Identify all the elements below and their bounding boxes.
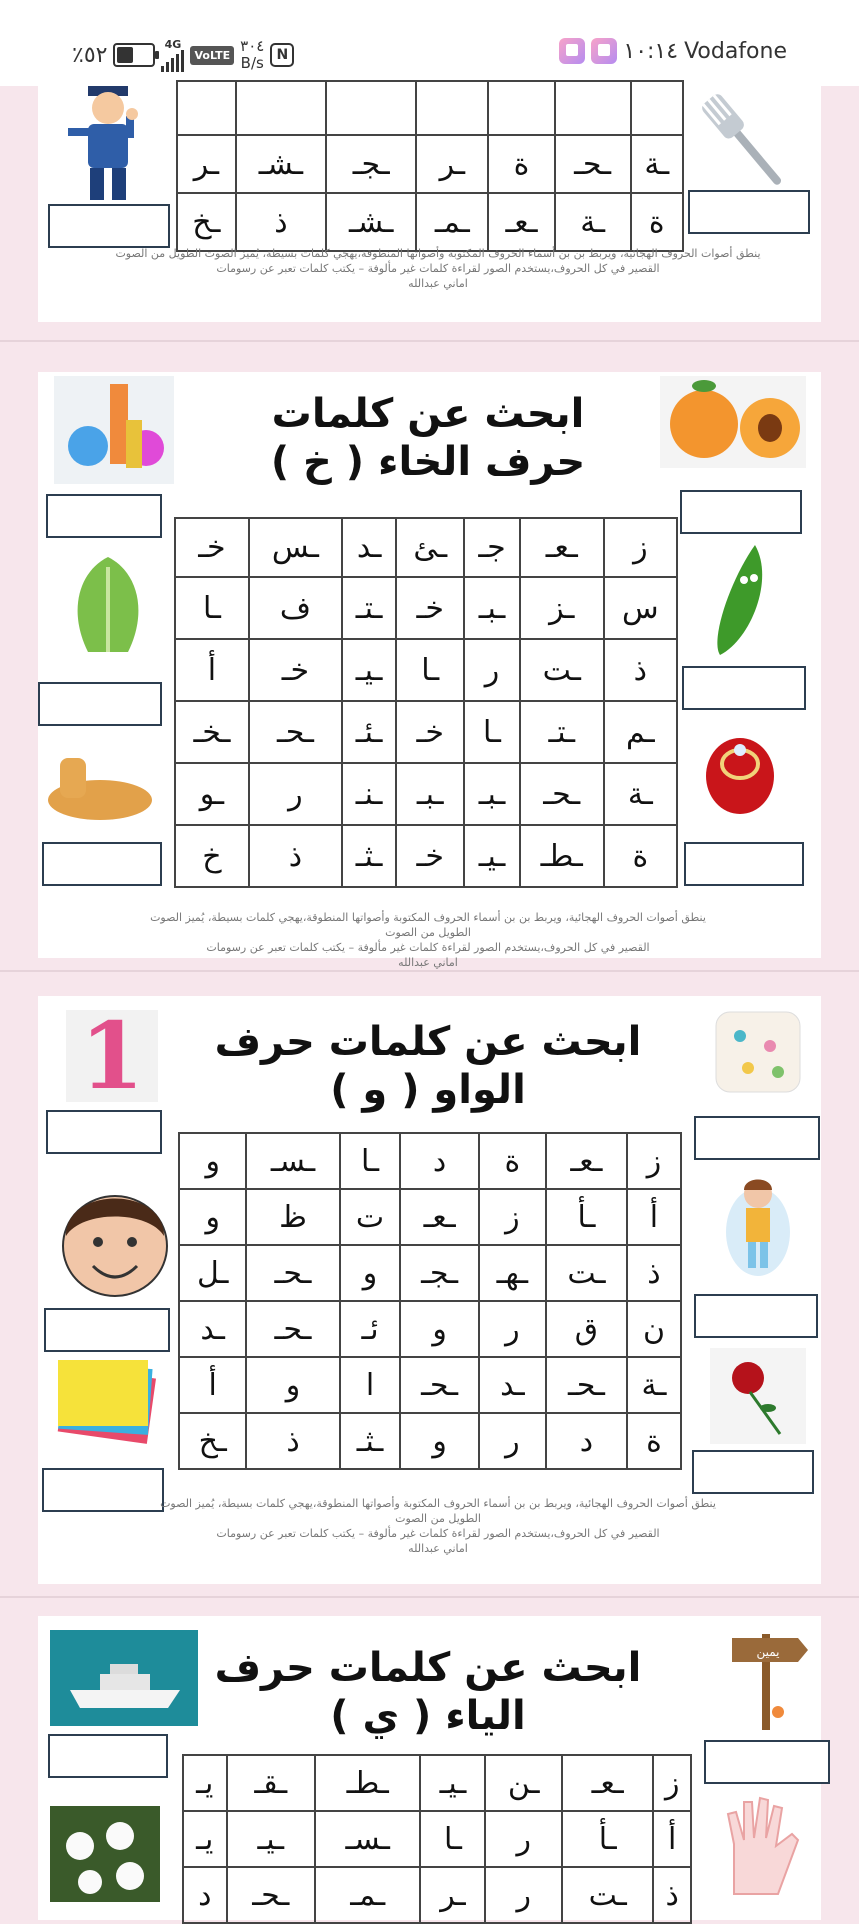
title-line: الواو ( و ) [330,1067,526,1113]
page-divider [0,340,859,342]
answer-box[interactable] [688,190,810,234]
grid-cell: ذ [604,639,677,701]
grid-cell: ـئ [396,518,464,577]
grid-cell: ـا [420,1811,485,1867]
worksheet-page-2 [38,372,821,969]
grid-cell: و [340,1245,401,1301]
clock: ١٠:١٤ [623,38,679,64]
grid-cell: ـة [631,135,683,193]
number-one-image [66,1002,158,1110]
grid-cell: ر [464,639,520,701]
battery-level-fill [117,47,133,63]
thread-spools-image [54,376,174,484]
grid-row [183,1755,691,1811]
grid-row [175,518,677,577]
grid-cell: أ [175,639,249,701]
grid-cell: ذ [627,1245,681,1301]
signpost-image [722,1624,812,1734]
nfc-icon: N [270,43,294,67]
grid-cell: د [546,1413,627,1469]
worksheet-caption [108,246,768,291]
grid-cell: ـيـ [227,1811,316,1867]
grid-cell: ر [249,763,342,825]
grid-cell: ـتـ [520,701,604,763]
worksheet-title [208,390,648,486]
answer-box[interactable] [694,1294,818,1338]
grid-cell: ـهـ [479,1245,546,1301]
grid-cell: ـت [546,1245,627,1301]
grid-cell: ز [479,1189,546,1245]
grid-row [183,1867,691,1923]
grid-row [175,701,677,763]
answer-box[interactable] [692,1450,814,1494]
grid-cell: ذ [653,1867,691,1923]
grid-cell: ز [627,1133,681,1189]
grid-cell: ـعـ [488,193,554,251]
grid-cell: ـعـ [546,1133,627,1189]
grid-cell: ـة [555,193,631,251]
grid-cell: ـحـ [246,1245,339,1301]
peach-image [660,376,806,468]
grid-cell: ـتـ [342,577,396,639]
grid-cell: ـطـ [520,825,604,887]
grid-cell: يـ [183,1755,227,1811]
network-indicator [161,39,184,72]
grid-cell: خـ [396,701,464,763]
grid-cell: س [604,577,677,639]
grid-cell: ـر [420,1867,485,1923]
grid-cell: ـيـ [342,639,396,701]
page-divider [0,970,859,972]
volte-badge: VoLTE [190,46,234,65]
grid-cell: خـ [396,825,464,887]
grid-cell: ـنـ [342,763,396,825]
grid-cell: ـو [175,763,249,825]
grid-cell: ز [653,1755,691,1811]
grid-cell: ـت [520,639,604,701]
grid-cell: ـبـ [396,763,464,825]
grid-cell: ت [340,1189,401,1245]
grid-cell: ر [479,1413,546,1469]
grid-cell: ة [604,825,677,887]
lettuce-image [58,552,158,662]
grid-cell: ـجـ [400,1245,478,1301]
grid-cell: ـس [249,518,342,577]
status-left-group [72,38,294,72]
grid-row [175,577,677,639]
yacht-image [50,1630,198,1726]
network-speed [240,38,264,72]
grid-cell: ـخـ [175,701,249,763]
grid-cell: و [400,1413,478,1469]
grid-row [175,763,677,825]
grid-row [183,1811,691,1867]
grid-cell: ـبـ [464,577,520,639]
title-line: ابحث عن كلمات حرف [214,1019,642,1065]
grid-cell: ا [340,1357,401,1413]
grid-row [179,1413,681,1469]
bread-image [44,750,156,824]
grid-cell: ـر [416,135,488,193]
grid-row [175,639,677,701]
network-type: 4G [164,37,182,51]
grid-row [179,1133,681,1189]
cucumber-image [700,540,780,660]
answer-box[interactable] [42,842,162,886]
grid-cell: خ [175,825,249,887]
letter-grid [176,80,684,252]
grid-cell: ة [627,1413,681,1469]
status-right-group [559,38,787,64]
grid-cell: ذ [246,1413,339,1469]
grid-row [175,825,677,887]
status-bar [0,0,859,86]
grid-cell: ـمـ [416,193,488,251]
pillow-image [710,1006,806,1098]
carrier-name: Vodafone [684,38,787,64]
notification-app-icon [591,38,617,64]
answer-box[interactable] [48,204,170,248]
caption-line: القصير في كل الحروف،يستخدم الصور لقراءة كلمات غير مألوفة – يكتب كلمات تعبر عن رسومات [216,1527,660,1540]
grid-cell: أ [627,1189,681,1245]
fork-image [690,86,800,196]
grid-cell: ـا [396,639,464,701]
grid-cell: ق [546,1301,627,1357]
caption-line: ينطق أصوات الحروف الهجائية، ويربط بن بن أسماء الحروف المكتوبة وأصواتها المنطوقة،يهجي كلمات بسيطة، يُميز الصوت الطويل من الصوت [160,1497,716,1525]
grid-cell: ـا [464,701,520,763]
worksheet-page-4 [38,1616,821,1920]
answer-box[interactable] [684,842,804,886]
caption-line: القصير في كل الحروف،يستخدم الصور لقراءة كلمات غير مألوفة – يكتب كلمات تعبر عن رسومات [216,262,660,275]
grid-cell: ـحـ [546,1357,627,1413]
grid-cell: ـة [627,1357,681,1413]
grid-cell: ـز [520,577,604,639]
grid-cell: ـيـ [420,1755,485,1811]
grid-cell: ر [479,1301,546,1357]
number-one-glyph: 1 [79,1002,144,1110]
grid-cell: ـسـ [315,1811,420,1867]
grid-cell: ة [631,193,683,251]
grid-cell: يـ [183,1811,227,1867]
grid-cell: ـأ [546,1189,627,1245]
grid-cell: ـيـ [464,825,520,887]
letter-grid [174,517,678,888]
page-divider [0,1596,859,1598]
grid-cell: ـسـ [246,1133,339,1189]
grid-cell: ـحـ [249,701,342,763]
grid-cell: أ [179,1357,246,1413]
grid-cell: ز [604,518,677,577]
paper-stack-image [52,1354,158,1444]
grid-cell: ن [627,1301,681,1357]
jasmine-flowers-image [50,1806,160,1902]
grid-cell: ـأ [562,1811,653,1867]
answer-box[interactable] [46,494,162,538]
grid-cell: ـعـ [562,1755,653,1811]
caption-author: اماني عبدالله [398,956,458,969]
grid-row [179,1245,681,1301]
grid-cell: خـ [175,518,249,577]
grid-cell: ة [479,1133,546,1189]
network-speed-unit: B/s [240,54,264,72]
grid-cell: خـ [249,639,342,701]
face-image [58,1176,172,1300]
grid-cell: و [246,1357,339,1413]
worksheet-page-1 [38,86,821,322]
network-speed-value: ٣٠٤ [240,37,265,55]
rose-image [710,1348,806,1444]
battery-percent: ٪٥٢ [72,42,108,68]
caption-author: اماني عبدالله [408,277,468,290]
grid-cell: ـعـ [520,518,604,577]
grid-cell: ـحـ [555,135,631,193]
grid-row [177,135,683,193]
grid-cell: ـثـ [342,825,396,887]
answer-box[interactable] [38,682,162,726]
worksheet-page-3 [38,996,821,1584]
grid-cell: ـا [175,577,249,639]
worksheet-title [208,1018,648,1114]
grid-cell: ـئـ [342,701,396,763]
grid-cell: ـت [562,1867,653,1923]
grid-cell: ـد [179,1301,246,1357]
grid-cell: ـن [485,1755,561,1811]
grid-cell: ـشـ [326,193,416,251]
caption-line: ينطق أصوات الحروف الهجائية، ويربط بن بن أسماء الحروف المكتوبة وأصواتها المنطوقة،يهجي كلمات بسيطة، يُميز الصوت الطويل من الصوت [150,911,706,939]
grid-cell: و [400,1301,478,1357]
ring-image [702,724,778,820]
hand-image [714,1794,804,1898]
grid-cell: و [179,1133,246,1189]
signpost-label: يمين [756,1645,780,1659]
answer-box[interactable] [680,490,802,534]
title-line: حرف الخاء ( خ ) [270,439,586,485]
letter-grid [178,1132,682,1470]
answer-box[interactable] [44,1308,170,1352]
grid-cell: ذ [249,825,342,887]
grid-row [177,81,683,135]
grid-cell: د [400,1133,478,1189]
grid-cell: ـد [342,518,396,577]
grid-cell: أ [653,1811,691,1867]
worksheet-caption [148,1496,728,1556]
answer-box[interactable] [694,1116,820,1160]
grid-cell: ـحـ [400,1357,478,1413]
grid-cell: ـحـ [520,763,604,825]
grid-row [179,1189,681,1245]
grid-cell: ئـ [340,1301,401,1357]
grid-cell: ـحـ [246,1301,339,1357]
grid-cell: ر [485,1867,561,1923]
grid-cell: ـم [604,701,677,763]
answer-box[interactable] [42,1468,164,1512]
caption-author: اماني عبدالله [408,1542,468,1555]
notification-app-icon [559,38,585,64]
grid-cell: ة [488,135,554,193]
answer-box[interactable] [48,1734,168,1778]
answer-box[interactable] [704,1740,830,1784]
signal-bars-icon [161,50,184,72]
grid-cell: ظ [246,1189,339,1245]
grid-cell: ـخ [179,1413,246,1469]
grid-cell: ـد [479,1357,546,1413]
grid-cell: ـعـ [400,1189,478,1245]
grid-cell: د [183,1867,227,1923]
title-line: الياء ( ي ) [330,1693,526,1739]
answer-box[interactable] [46,1110,162,1154]
grid-cell: و [179,1189,246,1245]
boy-image [722,1172,792,1278]
grid-cell: ـة [604,763,677,825]
caption-line: ينطق أصوات الحروف الهجائية، ويربط بن بن أسماء الحروف المكتوبة وأصواتها المنطوقة،يهجي كلمات بسيطة، يُميز الصوت الطويل من الصوت [115,247,761,260]
grid-row [177,193,683,251]
grid-cell: ف [249,577,342,639]
caption-line: القصير في كل الحروف،يستخدم الصور لقراءة كلمات غير مألوفة – يكتب كلمات تعبر عن رسومات [206,941,650,954]
grid-cell: ـبـ [464,763,520,825]
grid-cell: ذ [236,193,326,251]
grid-cell: ـخ [177,193,236,251]
grid-cell: ـطـ [315,1755,420,1811]
grid-cell: ـحـ [227,1867,316,1923]
grid-cell: ـر [177,135,236,193]
grid-cell: ـقـ [227,1755,316,1811]
letter-grid [182,1754,692,1924]
grid-cell: خـ [396,577,464,639]
grid-cell: ـجـ [326,135,416,193]
grid-cell: ـثـ [340,1413,401,1469]
grid-cell: جـ [464,518,520,577]
worksheet-title [208,1644,648,1740]
grid-row [179,1357,681,1413]
grid-row [179,1301,681,1357]
policeman-image [60,86,156,204]
title-line: ابحث عن كلمات حرف [214,1645,642,1691]
grid-cell: ر [485,1811,561,1867]
grid-cell: ـل [179,1245,246,1301]
answer-box[interactable] [682,666,806,710]
grid-cell: ـمـ [315,1867,420,1923]
title-line: ابحث عن كلمات [271,391,585,437]
grid-cell: ـشـ [236,135,326,193]
battery-icon [113,43,155,67]
grid-cell: ـا [340,1133,401,1189]
worksheet-caption [138,910,718,970]
